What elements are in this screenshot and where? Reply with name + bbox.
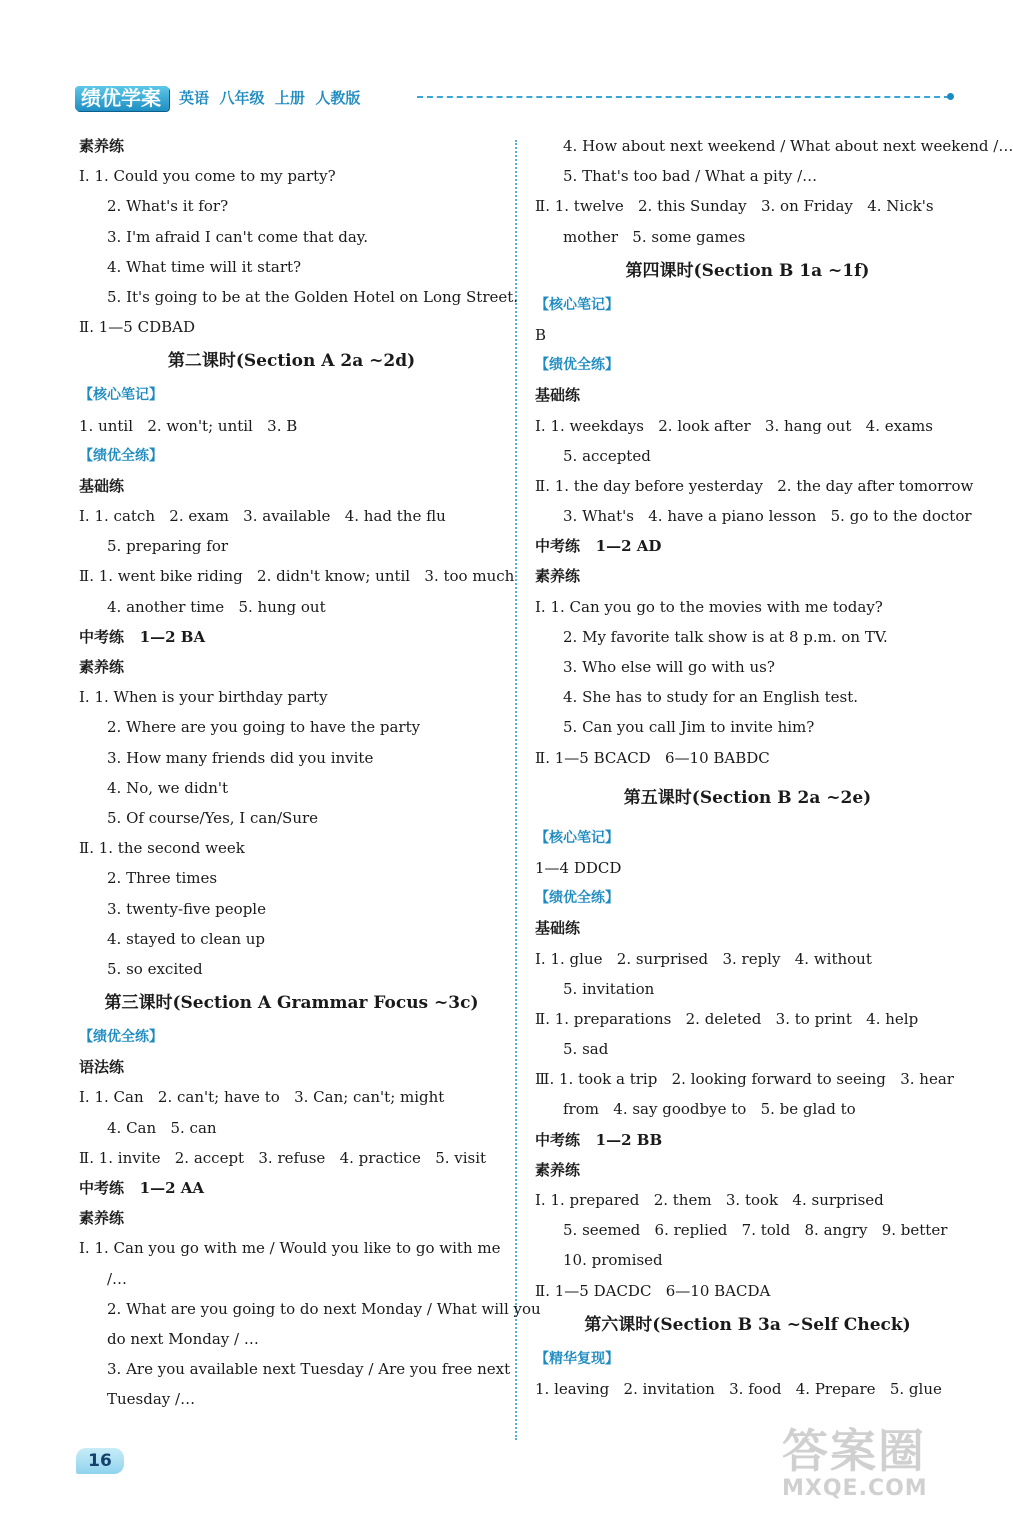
answer-line: Ⅰ. 1. Could you come to my party? bbox=[79, 167, 336, 186]
answer-line: Ⅱ. 1—5 CDBAD bbox=[79, 318, 195, 337]
answer-line: from 4. say goodbye to 5. be glad to bbox=[563, 1100, 856, 1119]
answer-line: 3. Who else will go with us? bbox=[563, 658, 775, 676]
answer-line: 4. How about next weekend / What about next weekend /… bbox=[563, 137, 1013, 155]
answer-line: Ⅰ. 1. Can you go to the movies with me today? bbox=[535, 597, 883, 616]
exercise-label: 中考练 1—2 BB bbox=[535, 1130, 663, 1149]
section-tag: 【核心笔记】 bbox=[79, 387, 163, 404]
watermark-url: MXQE.COM bbox=[782, 1476, 928, 1501]
answer-line: 10. promised bbox=[563, 1251, 663, 1270]
answer-line: 5. That's too bad / What a pity /… bbox=[563, 167, 818, 186]
page-header bbox=[75, 84, 960, 114]
header-dot bbox=[947, 93, 954, 100]
answer-line: 5. so excited bbox=[107, 959, 203, 978]
answer-line: Ⅱ. 1. twelve 2. this Sunday 3. on Friday 4. Nick's bbox=[535, 197, 934, 216]
answer-line: 5. invitation bbox=[563, 979, 655, 998]
section-tag: 【绩优全练】 bbox=[79, 1029, 163, 1046]
answer-line: B bbox=[535, 325, 547, 344]
section-tag: 【核心笔记】 bbox=[535, 829, 619, 846]
left-column bbox=[79, 131, 541, 1415]
answer-line: 5. Can you call Jim to invite him? bbox=[563, 718, 815, 737]
section-heading: 第六课时(Section B 3a ~Self Check) bbox=[584, 1314, 911, 1335]
section-heading: 第三课时(Section A Grammar Focus ~3c) bbox=[104, 993, 479, 1014]
right-column bbox=[535, 131, 1013, 1404]
section-tag: 【精华复现】 bbox=[535, 1350, 619, 1367]
exercise-label: 中考练 1—2 AA bbox=[79, 1179, 205, 1197]
answer-line: 5. sad bbox=[563, 1040, 609, 1059]
answer-line: 2. What are you going to do next Monday / What will you bbox=[107, 1299, 541, 1318]
section-heading: 第五课时(Section B 2a ~2e) bbox=[623, 787, 872, 808]
answer-line: Ⅱ. 1. invite 2. accept 3. refuse 4. practice 5. visit bbox=[79, 1148, 487, 1167]
answer-line: Ⅱ. 1. the day before yesterday 2. the day after tomorrow bbox=[535, 476, 974, 495]
answer-line: Ⅰ. 1. glue 2. surprised 3. reply 4. without bbox=[535, 949, 872, 968]
answer-line: 1. until 2. won't; until 3. B bbox=[79, 416, 298, 435]
answer-line: 1. leaving 2. invitation 3. food 4. Prepare 5. glue bbox=[535, 1379, 942, 1398]
answer-line: Ⅰ. 1. When is your birthday party bbox=[79, 688, 328, 707]
answer-line: Ⅱ. 1. went bike riding 2. didn't know; until 3. too much bbox=[79, 567, 515, 586]
answer-line: 3. Are you available next Tuesday / Are you free next bbox=[107, 1360, 511, 1379]
section-tag: 【绩优全练】 bbox=[535, 357, 619, 374]
answer-line: 2. What's it for? bbox=[107, 197, 229, 216]
answer-line: mother 5. some games bbox=[563, 227, 746, 246]
answer-line: Ⅰ. 1. catch 2. exam 3. available 4. had the flu bbox=[79, 507, 446, 526]
section-tag: 【绩优全练】 bbox=[535, 890, 619, 907]
answer-line: 5. preparing for bbox=[107, 537, 229, 556]
section-tag: 【核心笔记】 bbox=[535, 296, 619, 313]
exercise-label: 基础练 bbox=[535, 386, 581, 405]
exercise-label: 素养练 bbox=[79, 137, 125, 155]
answer-line: Ⅰ. 1. weekdays 2. look after 3. hang out 4. exams bbox=[535, 416, 933, 435]
answer-line: 3. What's 4. have a piano lesson 5. go to the doctor bbox=[563, 507, 972, 526]
exercise-label: 素养练 bbox=[79, 1209, 125, 1228]
column-divider bbox=[515, 140, 517, 1440]
exercise-label: 素养练 bbox=[79, 658, 125, 676]
answer-line: 4. She has to study for an English test. bbox=[563, 688, 859, 707]
page-number: 16 bbox=[76, 1448, 124, 1474]
answer-line: 2. My favorite talk show is at 8 p.m. on TV. bbox=[563, 627, 888, 646]
answer-line: 4. another time 5. hung out bbox=[107, 597, 326, 616]
answer-line: /… bbox=[107, 1269, 128, 1288]
answer-line: Ⅱ. 1—5 DACDC 6—10 BACDA bbox=[535, 1281, 771, 1300]
book-info: 英语 八年级 上册 人教版 bbox=[179, 89, 361, 107]
answer-line: Ⅰ. 1. prepared 2. them 3. took 4. surprised bbox=[535, 1191, 884, 1209]
exercise-label: 基础练 bbox=[79, 476, 125, 495]
answer-line: Tuesday /… bbox=[107, 1390, 196, 1409]
answer-line: 2. Where are you going to have the party bbox=[107, 718, 421, 737]
section-heading: 第二课时(Section A 2a ~2d) bbox=[167, 351, 416, 372]
answer-line: 3. twenty-five people bbox=[107, 899, 266, 918]
answer-line: 5. It's going to be at the Golden Hotel on Long Street. bbox=[107, 287, 519, 306]
answer-line: 2. Three times bbox=[107, 869, 218, 888]
answer-line: 4. stayed to clean up bbox=[107, 929, 266, 948]
exercise-label: 素养练 bbox=[535, 1160, 581, 1179]
header-dashed-line bbox=[417, 96, 950, 98]
exercise-label: 基础练 bbox=[535, 919, 581, 938]
answer-line: 5. seemed 6. replied 7. told 8. angry 9. better bbox=[563, 1221, 948, 1240]
answer-line: 4. What time will it start? bbox=[107, 257, 302, 276]
answer-line: Ⅲ. 1. took a trip 2. looking forward to seeing 3. hear bbox=[535, 1070, 954, 1089]
answer-line: 4. Can 5. can bbox=[107, 1118, 217, 1137]
answer-line: Ⅱ. 1—5 BCACD 6—10 BABDC bbox=[535, 748, 770, 767]
exercise-label: 素养练 bbox=[535, 567, 581, 586]
answer-line: 5. accepted bbox=[563, 446, 651, 465]
exercise-label: 中考练 1—2 BA bbox=[79, 627, 206, 646]
answer-line: Ⅰ. 1. Can you go with me / Would you like to go with me bbox=[79, 1239, 501, 1258]
answer-line: 3. I'm afraid I can't come that day. bbox=[107, 227, 369, 246]
answer-line: 3. How many friends did you invite bbox=[107, 748, 374, 767]
brand-logo: 绩优学案 bbox=[75, 86, 169, 111]
answer-line: Ⅱ. 1. preparations 2. deleted 3. to print 4. help bbox=[535, 1009, 919, 1028]
exercise-label: 中考练 1—2 AD bbox=[535, 537, 662, 556]
answer-line: Ⅰ. 1. Can 2. can't; have to 3. Can; can't; might bbox=[79, 1088, 445, 1107]
watermark-logo: 答案圈 bbox=[782, 1424, 926, 1478]
answer-line: do next Monday / … bbox=[107, 1329, 259, 1348]
section-heading: 第四课时(Section B 1a ~1f) bbox=[625, 260, 870, 281]
answer-line: Ⅱ. 1. the second week bbox=[79, 839, 245, 858]
answer-line: 4. No, we didn't bbox=[107, 778, 229, 797]
answer-line: 5. Of course/Yes, I can/Sure bbox=[107, 808, 319, 827]
section-tag: 【绩优全练】 bbox=[79, 447, 163, 464]
watermark bbox=[782, 1426, 982, 1506]
exercise-label: 语法练 bbox=[79, 1058, 125, 1077]
answer-line: 1—4 DDCD bbox=[535, 858, 622, 877]
